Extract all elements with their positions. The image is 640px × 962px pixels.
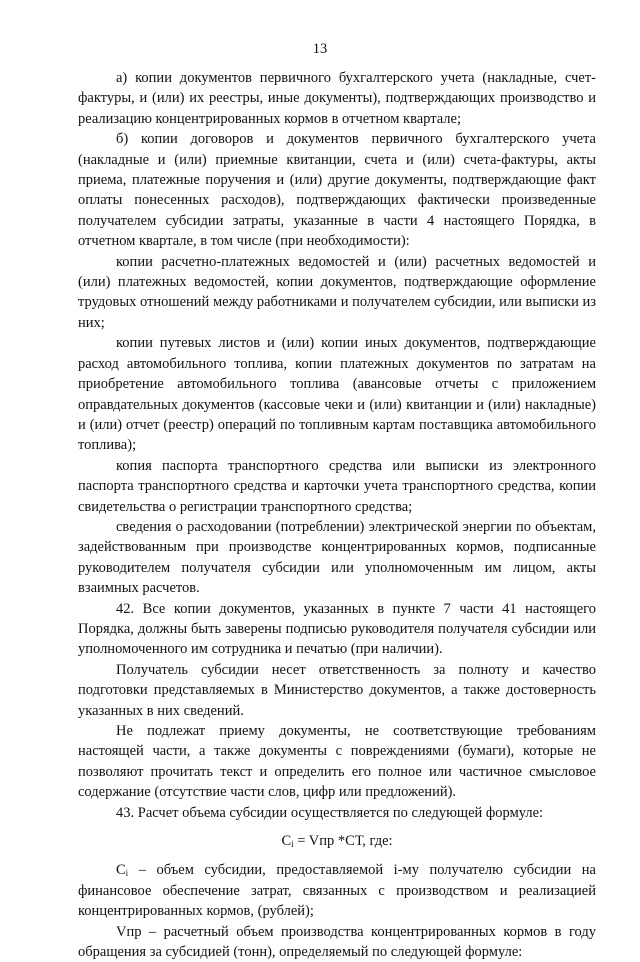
definition-text: – объем субсидии, предоставляемой i-му получателю субсидии на финансовое обеспечение затрат, связанных с производством и реализацией концентрированных кормов, (рублей); xyxy=(78,862,596,920)
page-number: 13 xyxy=(312,41,328,57)
paragraph-a: а) копии документов первичного бухгалтерского учета (накладные, счет-фактуры, и (или) их реестры, иные документы), подтверждающих производство и реализацию концентрированных кормов в отчетном квартале; xyxy=(78,70,596,127)
definition-vpr: Vпр – расчетный объем производства концентрированных кормов в году обращения за субсидией (тонн), определяемый по следующей формуле: xyxy=(78,923,596,961)
paragraph-42: 42. Все копии документов, указанных в пункте 7 части 41 настоящего Порядка, должны быть заверены подписью руководителя получателя субсидии или уполномоченного им сотрудника и печатью (при наличии). xyxy=(78,600,596,658)
paragraph-responsibility: Получатель субсидии несет ответственность за полноту и качество подготовки представляемых в Министерство документов, а также достоверность указанных в них сведений. xyxy=(78,661,596,719)
paragraph-b: б) копии договоров и документов первичного бухгалтерского учета (накладные и (или) приемные квитанции, счета и (или) счета-фактуры, акты приема, платежные поручения и (или) другие документы, подтверждающие факт оплаты понесенных расходов), подтверждающих фактически произведенные получателем субсидии затраты, указанные в части 4 настоящего Порядка, в отчетном квартале, в том числе (при необходимости): xyxy=(78,131,596,250)
subsidy-formula xyxy=(78,823,596,860)
paragraph-payroll: копии расчетно-платежных ведомостей и (или) расчетных ведомостей и (или) платежных ведомостей, копии документов, подтверждающие оформление трудовых отношений между работниками и получателем субсидии, или выписки из них; xyxy=(78,253,596,331)
definition-symbol: C xyxy=(116,862,126,879)
paragraph-electricity: сведения о расходовании (потреблении) электрической энергии по объектам, задействованным при производстве концентрированных кормов, подписанные руководителем получателя субсидии или уполномоченным им лицом, акты взаимных расчетов. xyxy=(78,518,596,597)
paragraph-vehicle-passport: копия паспорта транспортного средства или выписки из электронного паспорта транспортного средства и карточки учета транспортного средства, копии свидетельства о регистрации транспортного средства; xyxy=(78,457,596,515)
definition-ci xyxy=(78,860,596,921)
paragraph-43: 43. Расчет объема субсидии осуществляется по следующей формуле: xyxy=(116,804,544,821)
document-body xyxy=(78,68,596,962)
formula-lhs-subscript: i xyxy=(291,839,294,850)
formula-rhs: = Vпр *СТ, где: xyxy=(293,833,393,850)
paragraph-waybills: копии путевых листов и (или) копии иных документов, подтверждающие расход автомобильного топлива, копии платежных документов по затратам на приобретение автомобильного топлива (авансовые отчеты с приложением оправдательных документов (кассовые чеки и (или) квитанции и (или) накладные) и (или) отчет (реестр) операций по топливным картам поставщика автомобильного топлива); xyxy=(78,335,596,454)
paragraph-rejection: Не подлежат приему документы, не соответствующие требованиям настоящей части, а также документы с повреждениями (бумаги), которые не позволяют прочитать текст и определить его полное или частичное смысловое содержание (отсутствие части слов, цифр или предложений). xyxy=(78,723,596,801)
definition-symbol-subscript: i xyxy=(125,868,129,879)
formula-lhs: C xyxy=(281,833,292,850)
